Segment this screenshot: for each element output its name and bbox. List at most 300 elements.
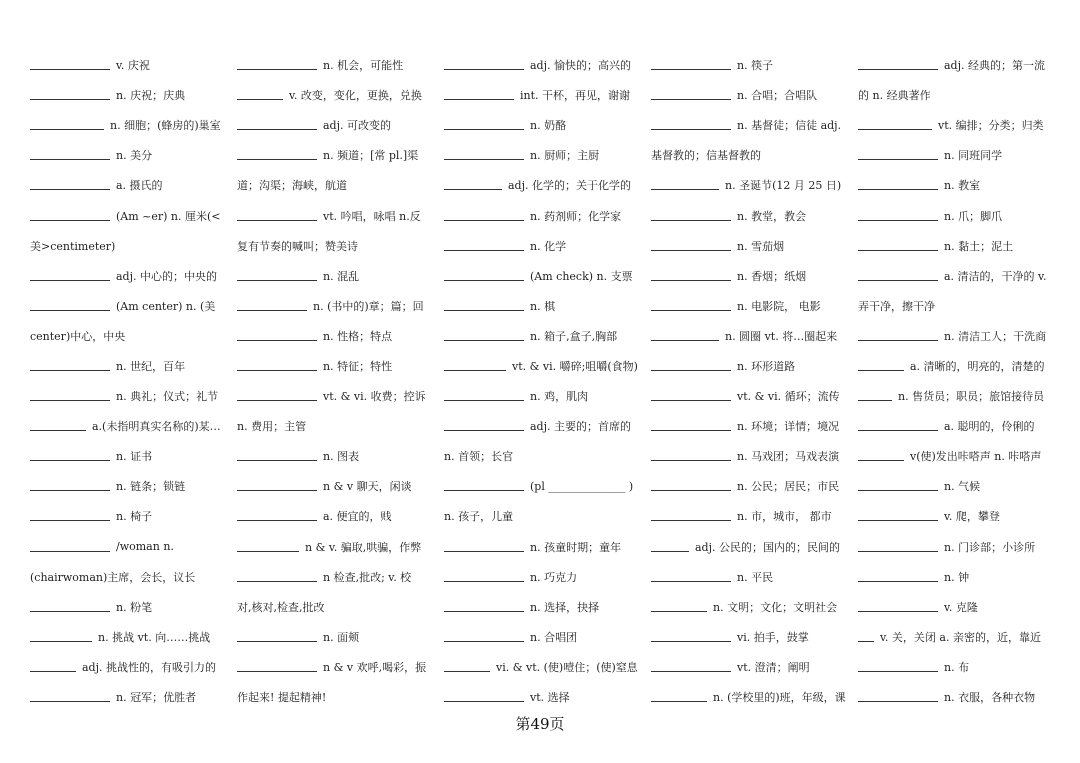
vocab-entry	[651, 170, 858, 200]
answer-blank[interactable]	[237, 542, 299, 552]
answer-blank[interactable]	[30, 632, 92, 642]
vocab-entry	[237, 592, 444, 622]
vocab-definition: n. 庆祝；庆典	[116, 89, 186, 103]
vocab-entry	[237, 501, 444, 531]
vocab-definition: n. 气候	[944, 480, 981, 494]
vocab-definition: n. 冠军；优胜者	[116, 691, 197, 705]
vocab-definition: adj. 化学的；关于化学的	[508, 179, 632, 193]
vocab-definition: vi. 拍手，鼓掌	[737, 630, 809, 644]
answer-blank[interactable]	[30, 150, 110, 160]
vocab-definition: n & v. 骗取,哄骗，作弊	[305, 540, 422, 554]
answer-blank[interactable]	[30, 391, 110, 401]
vocab-definition: v(使)发出咔嗒声 n. 咔嗒声	[910, 450, 1042, 464]
vocab-definition: vt. & vi. 收费；控诉	[323, 390, 426, 404]
answer-blank[interactable]	[651, 241, 731, 251]
vocab-definition: v. 克隆	[944, 600, 978, 614]
vocab-entry	[237, 231, 444, 261]
vocab-definition: n. 马戏团；马戏表演	[737, 450, 840, 464]
vocab-definition: n. 厨师；主厨	[530, 149, 600, 163]
answer-blank[interactable]	[651, 60, 731, 70]
answer-blank[interactable]	[651, 120, 731, 130]
vocab-entry	[858, 501, 1065, 531]
vocab-entry	[444, 110, 651, 140]
answer-blank[interactable]	[858, 241, 938, 251]
vocab-entry	[237, 622, 444, 652]
vocab-entry	[30, 351, 237, 381]
vocab-entry	[30, 80, 237, 110]
vocab-entry	[237, 291, 444, 321]
vocab-entry	[858, 441, 1065, 471]
answer-blank[interactable]	[30, 421, 86, 431]
vocab-definition: n. 售货员；职员；旅馆接待员	[898, 390, 1045, 404]
vocab-definition: 对,核对,检查,批改	[237, 600, 325, 614]
vocab-entry	[858, 532, 1065, 562]
answer-blank[interactable]	[651, 572, 731, 582]
answer-blank[interactable]	[237, 60, 317, 70]
vocab-entry	[30, 411, 237, 441]
vocab-entry	[237, 532, 444, 562]
vocab-entry	[30, 682, 237, 712]
vocab-definition: n. 电影院， 电影	[737, 299, 821, 313]
vocab-definition: n. 环境；详情；境况	[737, 420, 840, 434]
vocab-definition: n. 棋	[530, 299, 556, 313]
answer-blank[interactable]	[444, 421, 524, 431]
answer-blank[interactable]	[651, 632, 731, 642]
vocab-definition: n. 清洁工人；干洗商	[944, 329, 1047, 343]
answer-blank[interactable]	[651, 301, 731, 311]
vocab-entry	[858, 351, 1065, 381]
vocab-entry	[651, 200, 858, 230]
answer-blank[interactable]	[444, 60, 524, 70]
vocab-entry	[237, 441, 444, 471]
vocab-definition: n. 链条；锁链	[116, 480, 186, 494]
vocab-entry	[858, 652, 1065, 682]
answer-blank[interactable]	[858, 572, 938, 582]
answer-blank[interactable]	[858, 692, 938, 702]
vocab-entry	[858, 80, 1065, 110]
answer-blank[interactable]	[858, 391, 892, 401]
vocab-definition: n. 环形道路	[737, 359, 796, 373]
answer-blank[interactable]	[651, 662, 731, 672]
answer-blank[interactable]	[30, 180, 110, 190]
vocab-entry	[651, 562, 858, 592]
vocab-entry	[30, 200, 237, 230]
vocab-entry	[237, 80, 444, 110]
vocab-entry	[237, 411, 444, 441]
vocab-definition: n. 圆圈 vt. 将…圈起来	[725, 329, 838, 343]
vocab-entry	[858, 682, 1065, 712]
answer-blank[interactable]	[444, 211, 524, 221]
vocab-definition: (Am check) n. 支票	[530, 269, 633, 283]
vocab-entry	[30, 562, 237, 592]
vocab-definition: vt. & vi. 循环；流传	[737, 390, 840, 404]
answer-blank[interactable]	[444, 542, 524, 552]
vocab-definition: n. 特征；特性	[323, 359, 393, 373]
answer-blank[interactable]	[858, 180, 938, 190]
vocab-definition: n. 频道；[常 pl.]渠	[323, 149, 419, 163]
vocab-definition: 道；沟渠；海峡，航道	[237, 179, 347, 193]
answer-blank[interactable]	[444, 301, 524, 311]
vocab-definition: adj. 可改变的	[323, 119, 392, 133]
vocab-definition: n. 教室	[944, 179, 981, 193]
answer-blank[interactable]	[858, 150, 938, 160]
vocab-definition: n. 选择，抉择	[530, 600, 600, 614]
vocab-entry	[237, 652, 444, 682]
vocab-entry	[651, 321, 858, 351]
answer-blank[interactable]	[651, 180, 719, 190]
vocab-column-4	[651, 50, 858, 712]
answer-blank[interactable]	[30, 301, 110, 311]
vocab-entry	[444, 652, 651, 682]
answer-blank[interactable]	[651, 391, 731, 401]
vocab-definition: n. 费用；主管	[237, 420, 307, 434]
vocab-entry	[858, 170, 1065, 200]
answer-blank[interactable]	[237, 271, 317, 281]
answer-blank[interactable]	[651, 211, 731, 221]
vocab-entry	[237, 50, 444, 80]
vocab-entry	[30, 321, 237, 351]
vocab-definition: 复有节奏的喊叫；赞美诗	[237, 239, 358, 253]
answer-blank[interactable]	[444, 481, 524, 491]
answer-blank[interactable]	[858, 361, 904, 371]
answer-blank[interactable]	[237, 211, 317, 221]
vocab-entry	[30, 592, 237, 622]
vocab-definition: n. 图表	[323, 450, 360, 464]
answer-blank[interactable]	[237, 632, 317, 642]
vocab-entry	[444, 471, 651, 501]
answer-blank[interactable]	[444, 271, 524, 281]
vocab-entry	[651, 652, 858, 682]
vocab-entry	[30, 441, 237, 471]
vocab-column-1	[30, 50, 237, 712]
vocab-definition: n. 细胞；(蜂房的)巢室	[110, 119, 221, 133]
vocab-entry	[858, 592, 1065, 622]
answer-blank[interactable]	[651, 542, 689, 552]
answer-blank[interactable]	[30, 662, 76, 672]
vocab-definition: a. 清洁的，干净的 v.	[944, 269, 1047, 283]
vocab-entry	[444, 200, 651, 230]
vocab-entry	[651, 441, 858, 471]
answer-blank[interactable]	[651, 271, 731, 281]
vocab-column-2	[237, 50, 444, 712]
answer-blank[interactable]	[858, 211, 938, 221]
answer-blank[interactable]	[30, 542, 110, 552]
answer-blank[interactable]	[30, 451, 110, 461]
vocab-definition: n. 合唱团	[530, 630, 578, 644]
vocab-entry	[858, 200, 1065, 230]
vocab-entry	[858, 140, 1065, 170]
vocab-definition: v. 爬，攀登	[944, 510, 1000, 524]
answer-blank[interactable]	[444, 602, 524, 612]
answer-blank[interactable]	[237, 90, 283, 100]
vocab-entry	[651, 592, 858, 622]
vocab-entry	[444, 381, 651, 411]
vocab-entry	[30, 652, 237, 682]
vocab-definition: n. 门诊部；小诊所	[944, 540, 1036, 554]
vocab-entry	[30, 231, 237, 261]
answer-blank[interactable]	[651, 481, 731, 491]
vocab-definition: 基督教的；信基督教的	[651, 149, 761, 163]
vocab-entry	[237, 351, 444, 381]
answer-blank[interactable]	[237, 481, 317, 491]
vocab-definition: n & v 聊天，闲谈	[323, 480, 412, 494]
vocab-entry	[444, 261, 651, 291]
vocab-entry	[30, 532, 237, 562]
answer-blank[interactable]	[651, 602, 707, 612]
answer-blank[interactable]	[30, 602, 110, 612]
answer-blank[interactable]	[651, 421, 731, 431]
vocab-entry	[651, 140, 858, 170]
vocab-definition: vt. 吟唱，咏唱 n.反	[323, 209, 421, 223]
vocab-column-5	[858, 50, 1065, 712]
vocab-entry	[444, 682, 651, 712]
answer-blank[interactable]	[651, 511, 731, 521]
answer-blank[interactable]	[444, 662, 490, 672]
vocab-definition: n. 药剂师；化学家	[530, 209, 622, 223]
answer-blank[interactable]	[651, 90, 731, 100]
vocab-entry	[858, 291, 1065, 321]
vocab-entry	[858, 261, 1065, 291]
vocab-definition: /woman n.	[116, 540, 174, 554]
answer-blank[interactable]	[30, 120, 104, 130]
vocab-entry	[237, 140, 444, 170]
vocab-definition: n. 文明；文化；文明社会	[713, 600, 838, 614]
answer-blank[interactable]	[237, 451, 317, 461]
vocab-definition: n. (书中的)章；篇；回	[313, 299, 424, 313]
answer-blank[interactable]	[858, 451, 904, 461]
vocab-definition: n. 孩子，儿童	[444, 510, 514, 524]
answer-blank[interactable]	[30, 60, 110, 70]
answer-blank[interactable]	[651, 451, 731, 461]
vocab-definition: 的 n. 经典著作	[858, 89, 931, 103]
answer-blank[interactable]	[237, 150, 317, 160]
vocab-entry	[237, 682, 444, 712]
vocab-definition: n & v 欢呼,喝彩，振	[323, 660, 427, 674]
vocab-definition: n. 孩童时期；童年	[530, 540, 622, 554]
answer-blank[interactable]	[858, 632, 874, 642]
vocab-entry	[651, 351, 858, 381]
vocab-entry	[858, 110, 1065, 140]
answer-blank[interactable]	[858, 331, 938, 341]
vocab-definition: n. 衣服，各种衣物	[944, 691, 1036, 705]
vocab-definition: a. 摄氏的	[116, 179, 163, 193]
answer-blank[interactable]	[651, 692, 707, 702]
vocab-column-3	[444, 50, 651, 712]
answer-blank[interactable]	[444, 241, 524, 251]
vocab-entry	[651, 50, 858, 80]
vocab-entry	[858, 321, 1065, 351]
answer-blank[interactable]	[858, 481, 938, 491]
answer-blank[interactable]	[444, 90, 514, 100]
vocab-entry	[30, 140, 237, 170]
vocab-entry	[651, 381, 858, 411]
vocab-definition: (Am center) n. (美	[116, 299, 216, 313]
vocab-definition: n. 典礼；仪式；礼节	[116, 390, 219, 404]
answer-blank[interactable]	[444, 150, 524, 160]
vocab-definition: n. 混乱	[323, 269, 360, 283]
vocab-entry	[444, 592, 651, 622]
vocab-entry	[858, 622, 1065, 652]
vocab-definition: n. 市，城市， 都市	[737, 510, 832, 524]
vocab-definition: n. 雪茄烟	[737, 239, 785, 253]
vocab-entry	[444, 411, 651, 441]
vocab-entry	[30, 381, 237, 411]
answer-blank[interactable]	[858, 662, 938, 672]
answer-blank[interactable]	[30, 211, 110, 221]
vocab-entry	[444, 321, 651, 351]
answer-blank[interactable]	[237, 572, 317, 582]
vocab-definition: n. 公民；居民；市民	[737, 480, 840, 494]
answer-blank[interactable]	[30, 511, 110, 521]
vocab-definition: v. 改变，变化，更换，兑换	[289, 89, 422, 103]
vocab-definition: adj. 主要的；首席的	[530, 420, 632, 434]
vocab-entry	[30, 622, 237, 652]
vocab-entry	[651, 411, 858, 441]
vocab-entry	[444, 170, 651, 200]
vocab-entry	[30, 291, 237, 321]
answer-blank[interactable]	[30, 692, 110, 702]
answer-blank[interactable]	[30, 361, 110, 371]
vocab-definition: n. 圣诞节(12 月 25 日)	[725, 179, 842, 193]
vocab-entry	[237, 562, 444, 592]
vocab-entry	[30, 261, 237, 291]
vocab-definition: (pl ______________ )	[530, 479, 634, 493]
vocab-definition: n. 奶酪	[530, 119, 567, 133]
answer-blank[interactable]	[444, 692, 524, 702]
answer-blank[interactable]	[651, 361, 731, 371]
answer-blank[interactable]	[237, 391, 317, 401]
vocab-definition: a. 聪明的，伶俐的	[944, 420, 1035, 434]
vocab-definition: 作起来! 提起精神!	[237, 691, 327, 705]
vocab-definition: (Am ~er) n. 厘米(<	[116, 209, 221, 223]
answer-blank[interactable]	[237, 511, 317, 521]
vocab-definition: adj. 公民的；国内的；民间的	[695, 540, 841, 554]
vocab-definition: n. 世纪，百年	[116, 359, 186, 373]
vocab-definition: n. 机会，可能性	[323, 59, 404, 73]
vocab-entry	[237, 471, 444, 501]
vocab-entry	[651, 622, 858, 652]
answer-blank[interactable]	[444, 120, 524, 130]
vocab-definition: vt. & vi. 嚼碎;咀嚼(食物)	[512, 359, 638, 373]
vocab-definition: n. 粉笔	[116, 600, 153, 614]
answer-blank[interactable]	[237, 301, 307, 311]
answer-blank[interactable]	[858, 602, 938, 612]
vocab-entry	[237, 170, 444, 200]
vocab-definition: n. 证书	[116, 450, 153, 464]
answer-blank[interactable]	[237, 662, 317, 672]
vocab-definition: vi. & vt. (使)噎住；(使)窒息	[496, 660, 638, 674]
vocab-entry	[30, 501, 237, 531]
vocab-definition: n. (学校里的)班，年级，课	[713, 691, 846, 705]
vocab-entry	[30, 50, 237, 80]
answer-blank[interactable]	[444, 632, 524, 642]
vocab-entry	[651, 532, 858, 562]
vocab-entry	[651, 291, 858, 321]
vocab-entry	[651, 231, 858, 261]
vocab-definition: n. 鸡，肌肉	[530, 390, 589, 404]
answer-blank[interactable]	[444, 331, 524, 341]
vocab-entry	[237, 110, 444, 140]
vocab-entry	[444, 351, 651, 381]
answer-blank[interactable]	[30, 271, 110, 281]
vocab-definition: n. 爪；脚爪	[944, 209, 1003, 223]
vocab-entry	[858, 50, 1065, 80]
vocab-entry	[858, 231, 1065, 261]
vocab-definition: n. 合唱；合唱队	[737, 89, 818, 103]
vocab-definition: adj. 愉快的；高兴的	[530, 59, 632, 73]
answer-blank[interactable]	[237, 331, 317, 341]
vocab-entry	[651, 110, 858, 140]
answer-blank[interactable]	[858, 542, 938, 552]
answer-blank[interactable]	[444, 572, 524, 582]
vocab-definition: 弄干净，擦干净	[858, 299, 935, 313]
vocab-entry	[651, 501, 858, 531]
vocab-definition: vt. 选择	[530, 691, 570, 705]
answer-blank[interactable]	[858, 511, 938, 521]
vocab-entry	[237, 321, 444, 351]
vocab-entry	[30, 170, 237, 200]
vocab-entry	[444, 50, 651, 80]
vocab-definition: a. 清晰的，明亮的，清楚的	[910, 359, 1045, 373]
vocab-entry	[444, 532, 651, 562]
answer-blank[interactable]	[30, 481, 110, 491]
vocab-definition: 美>centimeter)	[30, 239, 116, 253]
vocab-definition: n. 同班同学	[944, 149, 1003, 163]
answer-blank[interactable]	[444, 361, 506, 371]
vocab-entry	[444, 622, 651, 652]
answer-blank[interactable]	[858, 120, 932, 130]
vocab-definition: n. 平民	[737, 570, 774, 584]
vocab-entry	[444, 140, 651, 170]
vocab-entry	[858, 562, 1065, 592]
answer-blank[interactable]	[858, 271, 938, 281]
vocab-entry	[444, 231, 651, 261]
vocab-entry	[237, 200, 444, 230]
answer-blank[interactable]	[444, 180, 502, 190]
vocab-definition: n. 箱子,盒子,胸部	[530, 329, 618, 343]
vocab-entry	[651, 261, 858, 291]
vocab-entry	[237, 381, 444, 411]
vocab-definition: n. 美分	[116, 149, 153, 163]
vocab-definition: center)中心，中央	[30, 329, 126, 343]
vocab-entry	[651, 80, 858, 110]
vocab-definition: n 检查,批改; v. 校	[323, 570, 412, 584]
vocab-definition: a.(未指明真实名称的)某…	[92, 420, 221, 434]
vocab-entry	[30, 110, 237, 140]
answer-blank[interactable]	[444, 391, 524, 401]
vocab-entry	[858, 381, 1065, 411]
vocab-definition: n. 钟	[944, 570, 970, 584]
answer-blank[interactable]	[858, 421, 938, 431]
vocab-definition: n. 性格；特点	[323, 329, 393, 343]
answer-blank[interactable]	[858, 60, 938, 70]
answer-blank[interactable]	[30, 90, 110, 100]
vocab-entry	[444, 501, 651, 531]
vocab-definition: v. 关，关闭 a. 亲密的，近，靠近	[880, 630, 1041, 644]
vocab-definition: n. 化学	[530, 239, 567, 253]
answer-blank[interactable]	[237, 120, 317, 130]
answer-blank[interactable]	[237, 361, 317, 371]
vocab-definition: adj. 挑战性的，有吸引力的	[82, 660, 217, 674]
answer-blank[interactable]	[651, 331, 719, 341]
vocab-definition: n. 教堂，教会	[737, 209, 807, 223]
vocab-entry	[651, 471, 858, 501]
vocab-entry	[444, 441, 651, 471]
vocab-entry	[30, 471, 237, 501]
vocab-definition: vt. 编排；分类；归类	[938, 119, 1044, 133]
vocab-definition: a. 便宜的，贱	[323, 510, 392, 524]
vocabulary-columns	[30, 50, 1060, 712]
